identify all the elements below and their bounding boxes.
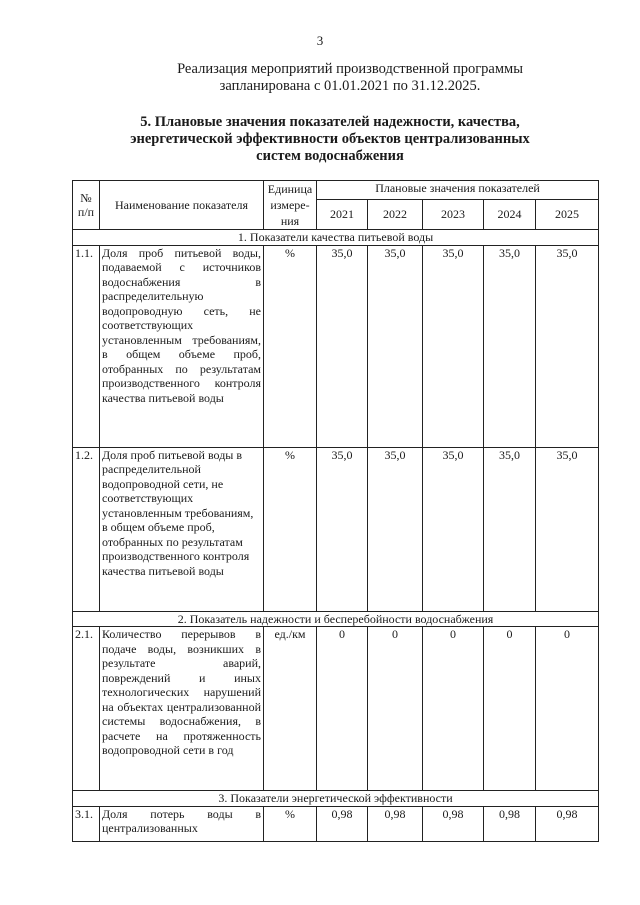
table-row (73, 447, 599, 611)
row-num: 1.1. (73, 245, 100, 447)
section-title-line-1: 5. Плановые значения показателей надежности, качества, (140, 114, 520, 130)
group-title: 1. Показатели качества питьевой воды (73, 230, 599, 246)
section-title-line-2: энергетической эффективности объектов централизованных (130, 131, 530, 147)
row-unit: % (264, 806, 317, 841)
table-row (73, 245, 599, 447)
row-num: 2.1. (73, 627, 100, 791)
row-value: 0,98 (536, 806, 599, 841)
header-year: 2023 (423, 199, 484, 230)
header-year: 2022 (368, 199, 423, 230)
row-unit: ед./км (264, 627, 317, 791)
row-num: 3.1. (73, 806, 100, 841)
row-name: Доля проб питьевой воды, подаваемой с источников водоснабжения в распределительную водопроводную сеть, не соответствующих установленным требованиям, в общем объеме проб, отобранных по результатам производственного контроля качества питьевой воды (100, 245, 264, 447)
table-row (73, 627, 599, 791)
group-row (73, 230, 599, 246)
row-value: 0 (484, 627, 536, 791)
row-unit: % (264, 245, 317, 447)
row-value: 35,0 (423, 245, 484, 447)
row-name: Доля проб питьевой воды в распределительной водопроводной сети, не соответствующих установленным требованиям, в общем объеме проб, отобранных по результатам производственного контроля качества питьевой воды (100, 447, 264, 611)
group-title: 2. Показатель надежности и бесперебойности водоснабжения (73, 611, 599, 627)
row-value: 0,98 (317, 806, 368, 841)
header-plan: Плановые значения показателей (317, 181, 599, 200)
row-value: 35,0 (368, 447, 423, 611)
row-name: Доля потерь воды в централизованных (100, 806, 264, 841)
group-title: 3. Показатели энергетической эффективности (73, 791, 599, 807)
row-value: 0 (536, 627, 599, 791)
header-year: 2021 (317, 199, 368, 230)
row-value: 0,98 (423, 806, 484, 841)
row-value: 0 (317, 627, 368, 791)
intro-line-2: запланирована с 01.01.2021 по 31.12.2025. (219, 78, 481, 94)
row-value: 35,0 (484, 245, 536, 447)
row-value: 0 (423, 627, 484, 791)
row-value: 0,98 (484, 806, 536, 841)
intro-text (140, 61, 560, 95)
row-num: 1.2. (73, 447, 100, 611)
group-row (73, 791, 599, 807)
table-row (73, 806, 599, 841)
page-number: 3 (316, 33, 324, 48)
header-row (73, 181, 599, 200)
indicators-table (72, 180, 599, 842)
header-year: 2024 (484, 199, 536, 230)
row-value: 0,98 (368, 806, 423, 841)
section-title-line-3: систем водоснабжения (256, 148, 404, 164)
row-unit: % (264, 447, 317, 611)
row-name: Количество перерывов в подаче воды, возникших в результате аварий, повреждений и иных технологических нарушений на объектах централизованной системы водоснабжения, в расчете на протяженность водопроводной сети в год (100, 627, 264, 791)
row-value: 35,0 (484, 447, 536, 611)
header-num: № п/п (73, 181, 100, 230)
row-value: 0 (368, 627, 423, 791)
header-name: Наименование показателя (100, 181, 264, 230)
intro-line-1: Реализация мероприятий производственной программы (177, 61, 523, 77)
group-row (73, 611, 599, 627)
row-value: 35,0 (536, 245, 599, 447)
row-value: 35,0 (368, 245, 423, 447)
row-value: 35,0 (536, 447, 599, 611)
header-year: 2025 (536, 199, 599, 230)
header-unit: Единица измере-ния (264, 181, 317, 230)
row-value: 35,0 (317, 447, 368, 611)
row-value: 35,0 (423, 447, 484, 611)
section-title (110, 114, 550, 165)
row-value: 35,0 (317, 245, 368, 447)
